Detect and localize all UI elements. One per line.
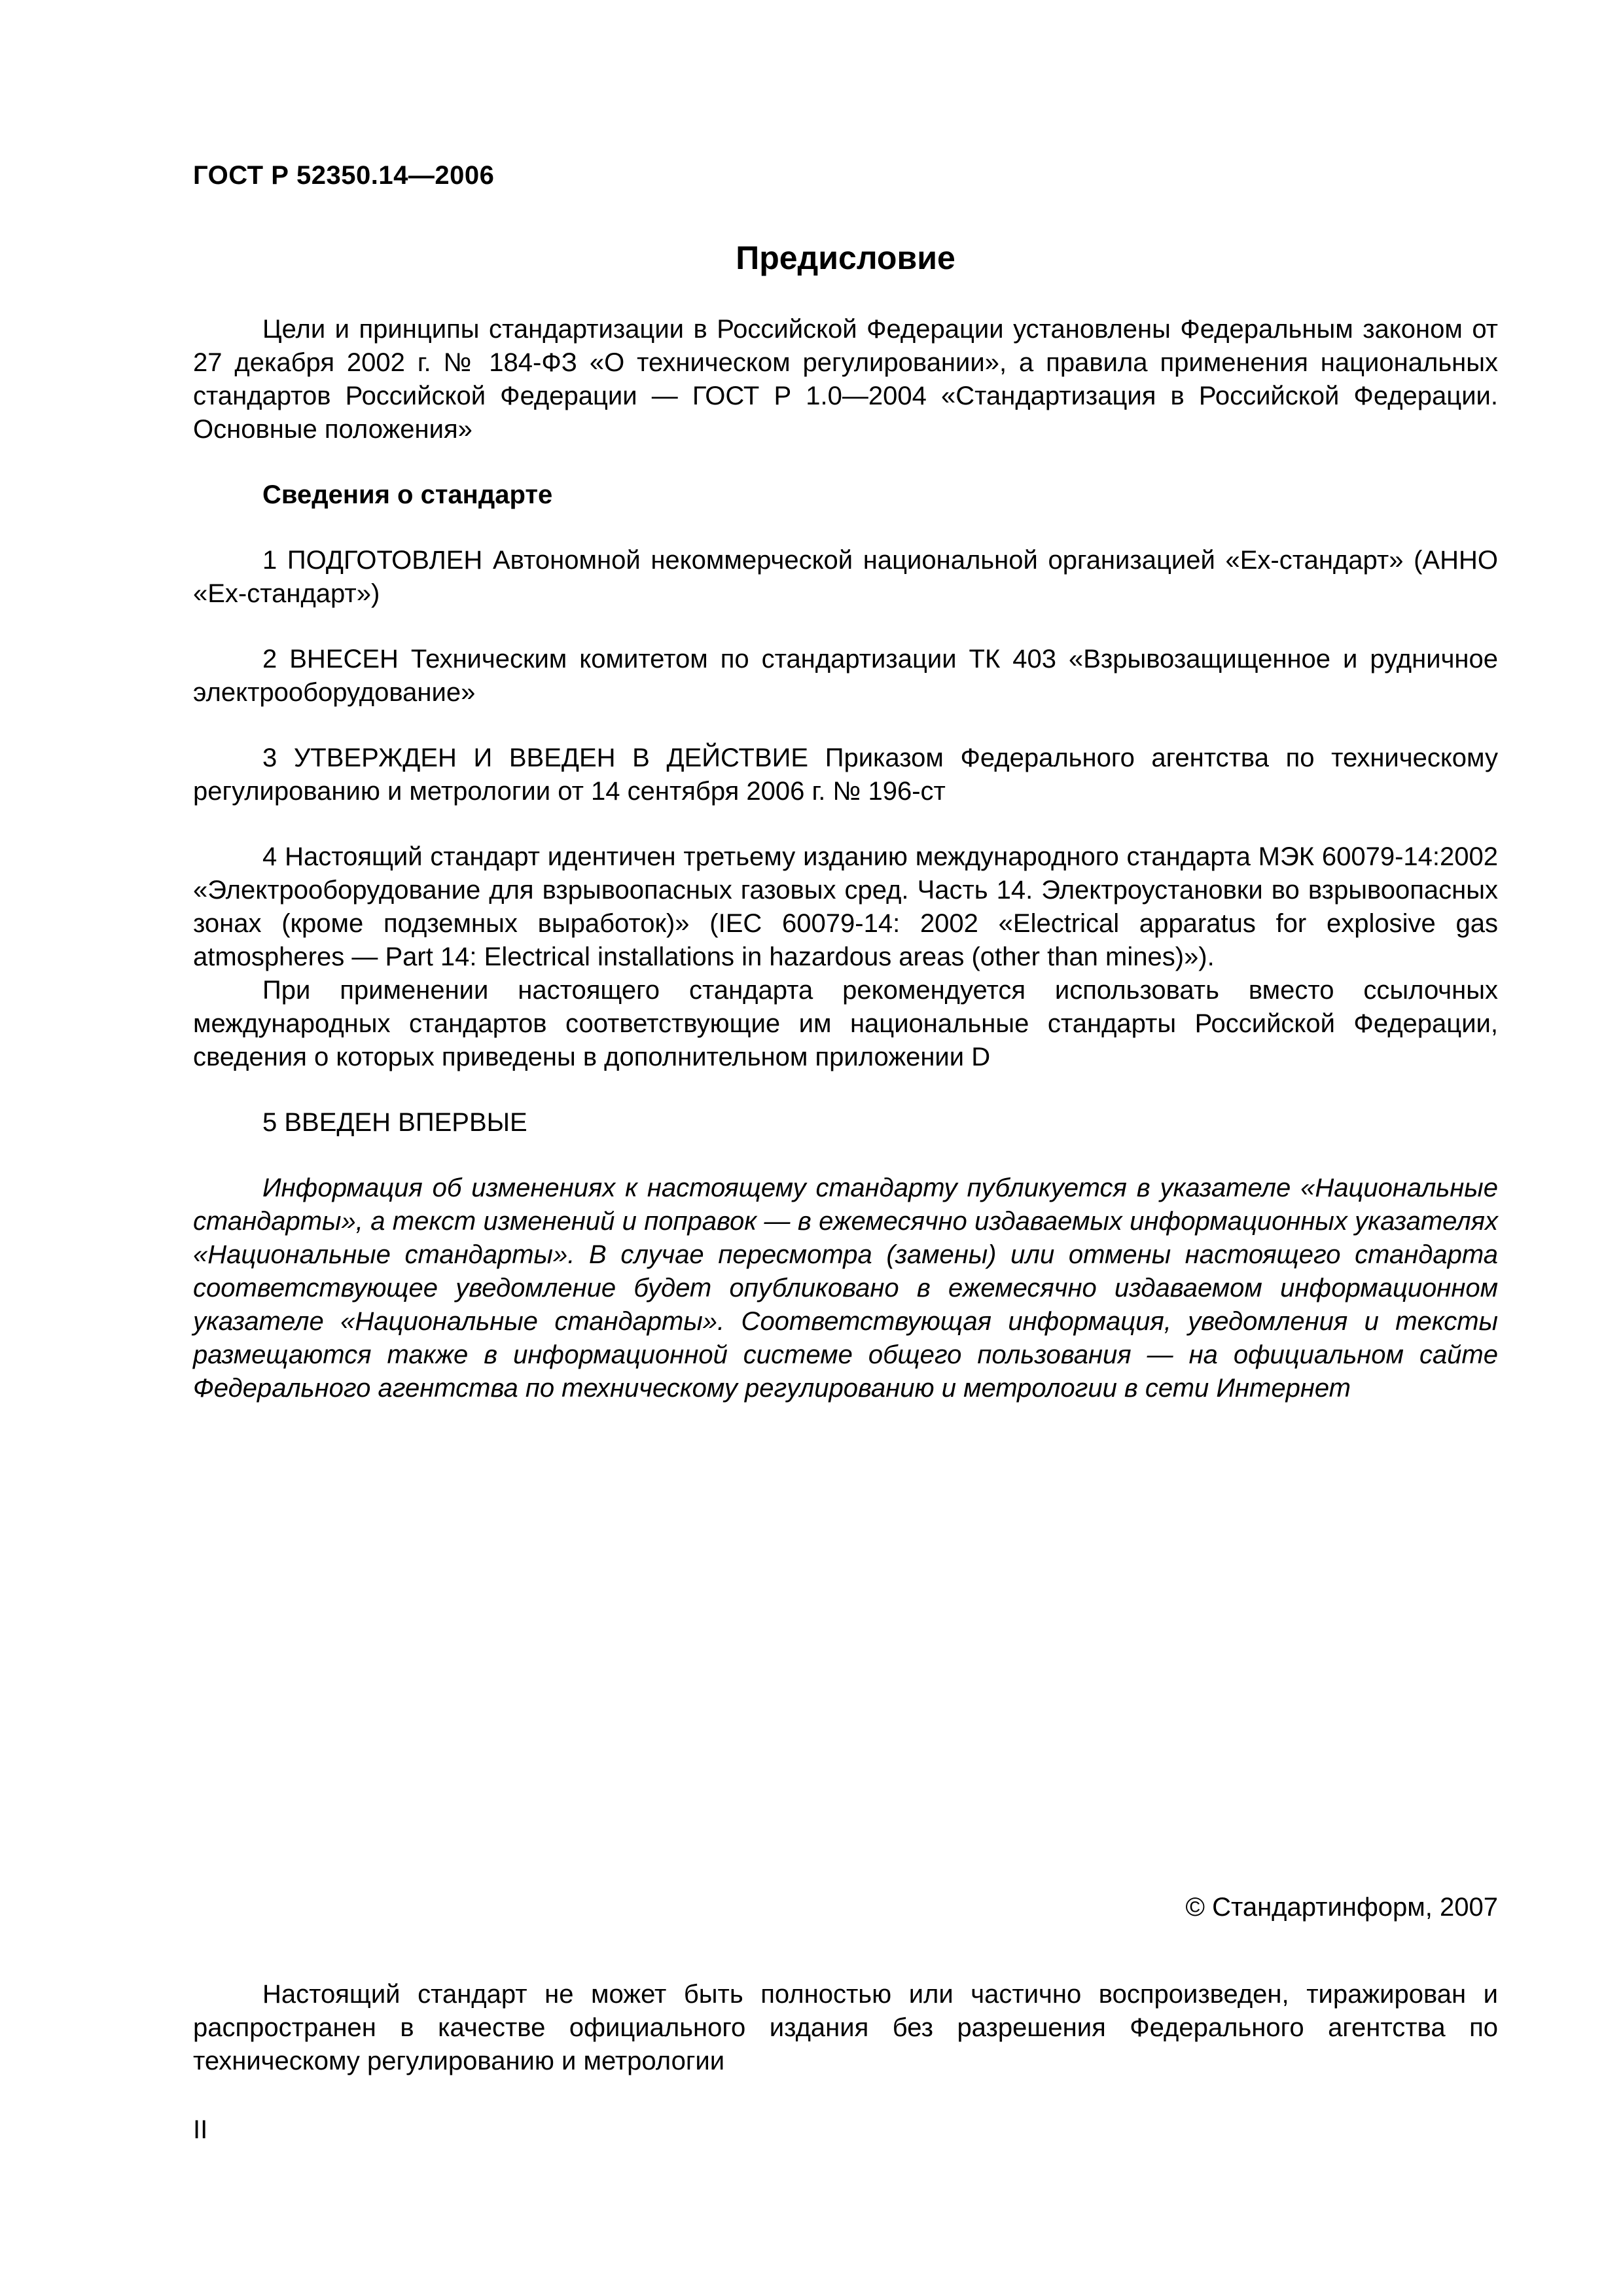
item-1-paragraph: 1 ПОДГОТОВЛЕН Автономной некоммерческой национальной организацией «Ех-стандарт» (АННО «Ех-стандарт») <box>193 546 1498 608</box>
document-body <box>193 313 1498 1437</box>
item-2-paragraph: 2 ВНЕСЕН Техническим комитетом по стандартизации ТК 403 «Взрывозащищенное и рудничное электрооборудование» <box>193 645 1498 707</box>
rights-notice: Настоящий стандарт не может быть полностью или частично воспроизведен, тиражирован и распространен в качестве официального издания без разрешения Федерального агентства по техническому регулированию и метрологии <box>193 1980 1498 2075</box>
item-5-paragraph: 5 ВВЕДЕН ВПЕРВЫЕ <box>262 1108 527 1137</box>
change-info-paragraph: Информация об изменениях к настоящему стандарту публикуется в указателе «Национальные стандарты», а текст изменений и поправок — в ежемесячно издаваемых информационных указателях «Национальные стандарты». В случае пересмотра (замены) или отмены настоящего стандарта соответствующее уведомление будет опубликовано в ежемесячно издаваемом информационном указателе «Национальные стандарты». Соответствующая информация, уведомления и тексты размещаются также в информационной системе общего пользования — на официальном сайте Федерального агентства по техническому регулированию и метрологии в сети Интернет <box>193 1174 1498 1403</box>
item-3-paragraph: 3 УТВЕРЖДЕН И ВВЕДЕН В ДЕЙСТВИЕ Приказом Федерального агентства по техническому регулированию и метрологии от 14 сентября 2006 г. № 196-ст <box>193 744 1498 806</box>
item-4-note-paragraph: При применении настоящего стандарта рекомендуется использовать вместо ссылочных международных стандартов соответствующие им национальные стандарты Российской Федерации, сведения о которых приведены в дополнительном приложении D <box>193 976 1498 1071</box>
section-heading: Сведения о стандарте <box>262 480 553 509</box>
intro-paragraph: Цели и принципы стандартизации в Российской Федерации установлены Федеральным законом от 27 декабря 2002 г. № 184-ФЗ «О техническом регулировании», а правила применения национальных стандартов Российской Федерации — ГОСТ Р 1.0—2004 «Стандартизация в Российской Федерации. Основные положения» <box>193 315 1498 444</box>
copyright-notice: © Стандартинформ, 2007 <box>1185 1893 1498 1922</box>
page-number: II <box>193 2115 208 2144</box>
page-title: Предисловие <box>736 240 955 276</box>
item-4-paragraph: 4 Настоящий стандарт идентичен третьему изданию международного стандарта МЭК 60079-14:2002 «Электрооборудование для взрывоопасных газовых сред. Часть 14. Электроустановки во взрывоопасных зонах (кроме подземных выработок)» (IEC 60079-14: 2002 «Electrical apparatus for explosive gas atmospheres — Part 14: Electrical installations in hazardous areas (other than mines)»). <box>193 842 1498 971</box>
document-code: ГОСТ Р 52350.14—2006 <box>193 161 495 190</box>
